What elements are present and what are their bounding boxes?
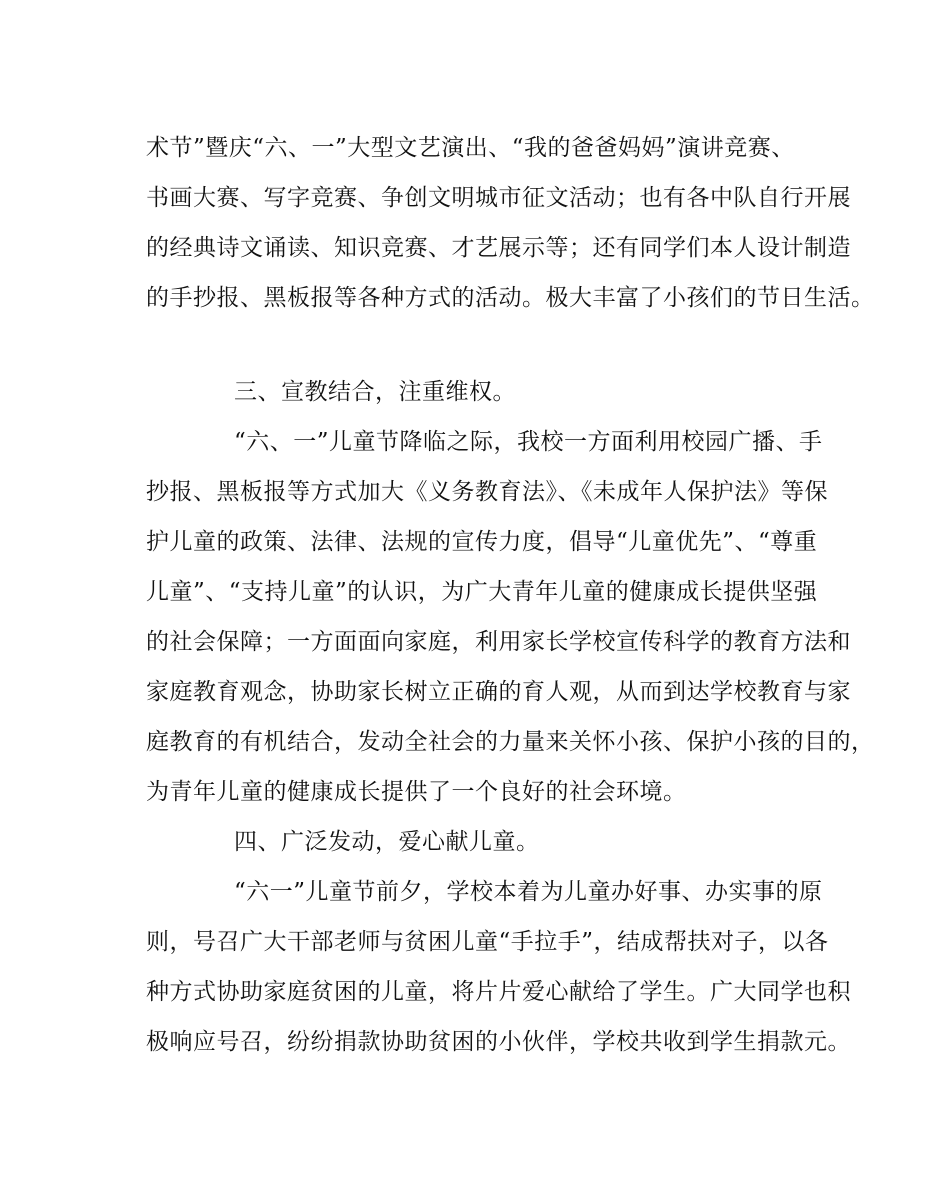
section-heading-3: 三、宣教结合，注重维权。 <box>234 379 516 405</box>
paragraph-3-line-2: 则，号召广大干部老师与贫困儿童“手拉手”，结成帮扶对子，以各 <box>146 929 829 955</box>
paragraph-2-line-6: 家庭教育观念，协助家长树立正确的育人观，从而到达学校教育与家 <box>146 679 851 705</box>
paragraph-3-line-1: “六一”儿童节前夕，学校本着为儿童办好事、办实事的原 <box>234 879 823 905</box>
paragraph-3-line-4: 极响应号召，纷纷捐款协助贫困的小伙伴，学校共收到学生捐款元。 <box>146 1029 851 1055</box>
paragraph-2-line-4: 儿童”、“支持儿童”的认识，为广大青年儿童的健康成长提供坚强 <box>146 579 818 605</box>
section-heading-4: 四、广泛发动，爱心献儿童。 <box>234 829 540 855</box>
paragraph-2-line-3: 护儿童的政策、法律、法规的宣传力度，倡导“儿童优先”、“尊重 <box>146 529 818 555</box>
paragraph-1-line-3: 的经典诗文诵读、知识竞赛、才艺展示等；还有同学们本人设计制造 <box>146 235 851 261</box>
paragraph-3-line-3: 种方式协助家庭贫困的儿童，将片片爱心献给了学生。广大同学也积 <box>146 979 851 1005</box>
paragraph-2-line-8: 为青年儿童的健康成长提供了一个良好的社会环境。 <box>146 779 687 805</box>
paragraph-1-line-4: 的手抄报、黑板报等各种方式的活动。极大丰富了小孩们的节日生活。 <box>146 285 875 311</box>
paragraph-1-line-1: 术节”暨庆“六、一”大型文艺演出、“我的爸爸妈妈”演讲竞赛、 <box>146 135 795 161</box>
paragraph-2-line-1: “六、一”儿童节降临之际，我校一方面利用校园广播、手 <box>234 429 823 455</box>
paragraph-2-line-2: 抄报、黑板报等方式加大《义务教育法》、《未成年人保护法》等保 <box>146 479 828 505</box>
paragraph-2-line-5: 的社会保障；一方面面向家庭，利用家长学校宣传科学的教育方法和 <box>146 629 851 655</box>
paragraph-2-line-7: 庭教育的有机结合，发动全社会的力量来关怀小孩、保护小孩的目的， <box>146 729 875 755</box>
paragraph-1-line-2: 书画大赛、写字竞赛、争创文明城市征文活动；也有各中队自行开展 <box>146 185 851 211</box>
